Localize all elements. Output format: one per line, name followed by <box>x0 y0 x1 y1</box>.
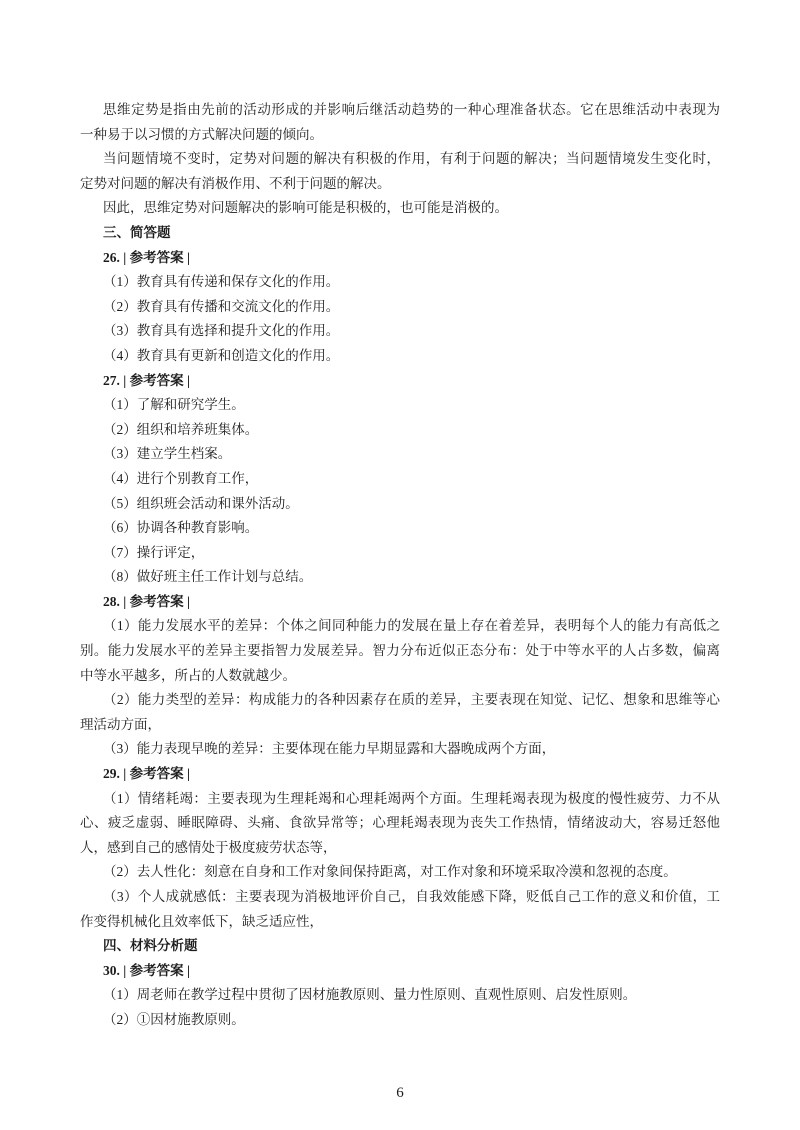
answer-item: （1）教育具有传递和保存文化的作用。 <box>103 274 340 290</box>
answer-line: 人，感到自己的感情处于极度疲劳状态等， <box>80 839 337 855</box>
answer-item: （5）组织班会活动和课外活动。 <box>103 495 299 511</box>
answer-item <box>80 737 720 762</box>
answer-item: （3）教育具有选择和提升文化的作用。 <box>103 323 340 339</box>
answer-label: 26. | 参考答案 | <box>103 249 190 265</box>
page-content <box>80 98 720 1033</box>
answer-item: （8）做好班主任工作计划与总结。 <box>103 569 313 585</box>
answer-label: 30. | 参考答案 | <box>103 962 190 978</box>
paragraph-line: 思维定势是指由先前的活动形成的并影响后继活动趋势的一种心理准备状态。它在思维活动中表现为 <box>103 102 720 117</box>
answer-item: （3）建立学生档案。 <box>103 446 232 462</box>
answer-label: 27. | 参考答案 | <box>103 372 190 388</box>
intro-paragraph-2 <box>80 147 720 196</box>
paragraph-line: 一种易于以习惯的方式解决问题的倾向。 <box>80 126 323 142</box>
answer-item: （6）协调各种教育影响。 <box>103 520 259 536</box>
answer-item: （2）组织和培养班集体。 <box>103 421 259 437</box>
answer-item: （1）了解和研究学生。 <box>103 397 245 413</box>
section-heading: 四、材料分析题 <box>103 938 198 954</box>
page-number: 6 <box>396 1085 404 1101</box>
answer-item <box>80 860 720 885</box>
answer-item <box>80 688 720 737</box>
answer-line: （3）能力表现早晚的差异：主要体现在能力早期显露和大器晚成两个方面， <box>103 741 556 757</box>
section-heading: 三、简答题 <box>103 224 171 240</box>
answer-line: （2）能力类型的差异：构成能力的各种因素存在质的差异，主要表现在知觉、记忆、想象和思维等心 <box>103 692 720 708</box>
answer-item <box>80 614 720 688</box>
answer-item: （4）进行个别教育工作， <box>103 470 259 486</box>
answer-label: 29. | 参考答案 | <box>103 766 190 782</box>
answer-item: （7）操行评定， <box>103 544 205 560</box>
answer-line: （3）个人成就感低：主要表现为消极地评价自己，自我效能感下降，贬低自己工作的意义和价值，工 <box>103 889 720 904</box>
answer-line: （2）去人性化：刻意在自身和工作对象间保持距离，对工作对象和环境采取冷漠和忽视的态度。 <box>103 864 677 880</box>
answer-line: （1）能力发展水平的差异：个体之间同种能力的发展在量上存在着差异，表明每个人的能力有高低之 <box>103 618 720 634</box>
answer-line: 理活动方面， <box>80 716 161 732</box>
answer-item <box>80 885 720 934</box>
intro-paragraph-1 <box>80 98 720 147</box>
answer-line: 别。能力发展水平的差异主要指智力发展差异。智力分布近似正态分布：处于中等水平的人占多数，偏离 <box>80 643 720 659</box>
answer-line: 作变得机械化且效率低下，缺乏适应性， <box>80 913 323 929</box>
paragraph-line: 当问题情境不变时，定势对问题的解决有积极的作用，有利于问题的解决；当问题情境发生变化时， <box>103 151 720 167</box>
paragraph-line: 定势对问题的解决有消极作用、不利于问题的解决。 <box>80 175 391 191</box>
answer-item <box>80 787 720 861</box>
answer-label: 28. | 参考答案 | <box>103 593 190 609</box>
answer-item: （4）教育具有更新和创造文化的作用。 <box>103 347 340 363</box>
answer-item: （2）教育具有传播和交流文化的作用。 <box>103 298 340 314</box>
answer-line: （1）情绪耗竭：主要表现为生理耗竭和心理耗竭两个方面。生理耗竭表现为极度的慢性疲劳、力不从 <box>103 790 720 806</box>
answer-line: 中等水平越多，所占的人数就越少。 <box>80 667 296 683</box>
paragraph-line: 因此，思维定势对问题解决的影响可能是积极的，也可能是消极的。 <box>103 200 508 216</box>
answer-item: （1）周老师在教学过程中贯彻了因材施教原则、量力性原则、直观性原则、启发性原则。 <box>103 987 637 1003</box>
answer-line: 心、疲乏虚弱、睡眠障碍、头痛、食欲异常等；心理耗竭表现为丧失工作热情，情绪波动大，容易迁怒他 <box>80 815 720 831</box>
answer-item: （2）①因材施教原则。 <box>103 1011 245 1027</box>
intro-paragraph-3 <box>80 196 720 221</box>
